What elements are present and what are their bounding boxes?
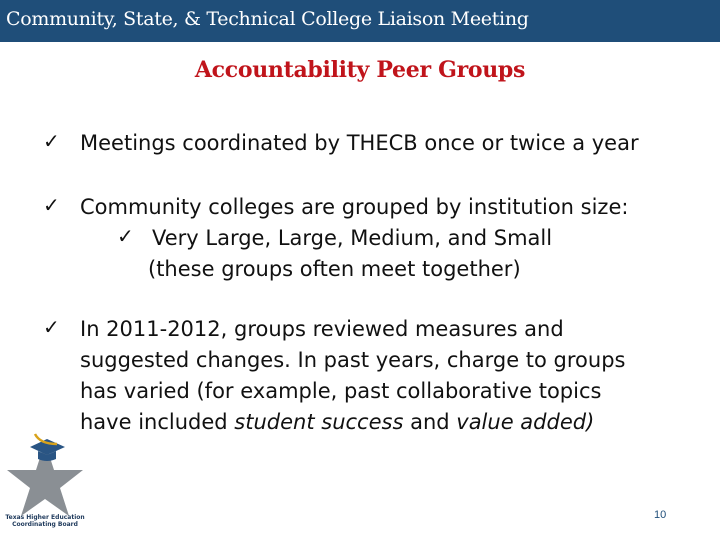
checkmark-icon: ✓: [43, 193, 60, 217]
bullet-3-text: have included: [80, 410, 235, 434]
page-number: 10: [654, 509, 667, 521]
checkmark-icon: ✓: [43, 129, 60, 153]
bullet-3-text: and: [403, 410, 457, 434]
bullet-3-emphasis: value added): [456, 410, 595, 434]
bullet-2: Community colleges are grouped by institution size:: [80, 195, 629, 219]
bullet-2-sub: Very Large, Large, Medium, and Small: [152, 226, 553, 250]
logo-cap-board: [30, 439, 65, 455]
logo-text: [4, 514, 86, 528]
checkmark-icon: ✓: [117, 224, 134, 248]
bullet-3-line-1: In 2011-2012, groups reviewed measures and: [80, 317, 564, 341]
header-title: Community, State, & Technical College Liaison Meeting: [6, 8, 529, 30]
bullet-1: Meetings coordinated by THECB once or twice a year: [80, 131, 639, 155]
bullet-3: [80, 314, 700, 438]
logo-text-line-2: Coordinating Board: [12, 521, 78, 528]
header-bar: [0, 0, 720, 42]
logo-text-line-1: Texas Higher Education: [5, 514, 85, 521]
checkmark-icon: ✓: [43, 315, 60, 339]
bullet-3-line-2: suggested changes. In past years, charge to groups: [80, 348, 626, 372]
bullet-3-line-4: [80, 407, 700, 438]
bullet-2-note: (these groups often meet together): [148, 257, 521, 281]
bullet-3-emphasis: student success: [234, 410, 404, 434]
slide-title: Accountability Peer Groups: [194, 57, 526, 83]
bullet-3-line-3: has varied (for example, past collaborative topics: [80, 379, 602, 403]
